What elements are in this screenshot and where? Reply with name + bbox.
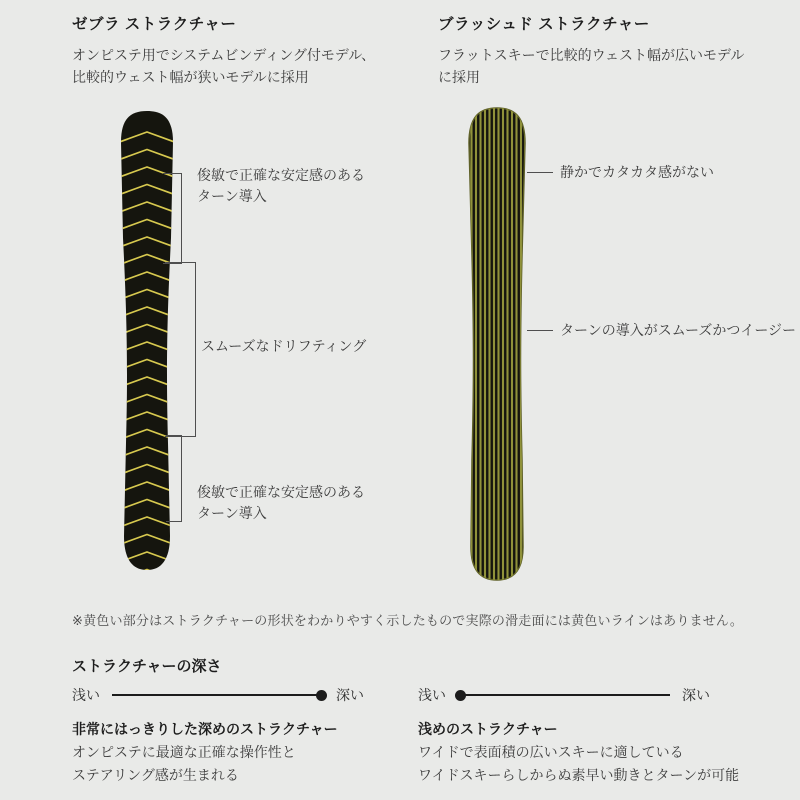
- brushed-description: [438, 44, 768, 88]
- brushed-annotation-middle-label: ターンの導入がスムーズかつイージー: [560, 321, 797, 338]
- brushed-title: ブラッシュド ストラクチャー: [438, 16, 650, 33]
- deep-label: 深い: [682, 687, 710, 703]
- zebra-bracket-middle: [165, 262, 196, 437]
- shallow-label: 浅い: [72, 687, 100, 703]
- shallow-label: 浅い: [418, 687, 446, 703]
- depth-section-title: ストラクチャーの深さ: [72, 658, 222, 675]
- zebra-depth-heading: 非常にはっきりした深めのストラクチャー: [72, 721, 338, 737]
- zebra-depth-indicator-dot: [316, 690, 327, 701]
- zebra-depth-line2: ステアリング感が生まれる: [72, 767, 239, 783]
- connector-line: [527, 330, 553, 331]
- zebra-depth-scale: [72, 685, 364, 705]
- brushed-annotation-top-label: 静かでカタカタ感がない: [560, 163, 714, 180]
- zebra-depth-description: [72, 718, 412, 787]
- brushed-depth-track: [458, 694, 670, 696]
- yellow-line-disclaimer-note: ※黄色い部分はストラクチャーの形状をわかりやすく示したもので実際の滑走面には黄色いラインはありません。: [72, 613, 744, 628]
- brushed-description-line1: フラットスキーで比較的ウェスト幅が広いモデル: [438, 47, 745, 63]
- connector-line: [527, 172, 553, 173]
- zebra-description-line2: 比較的ウェスト幅が狭いモデルに採用: [72, 69, 309, 85]
- brushed-annotation-top: [527, 164, 714, 180]
- brushed-depth-scale: [418, 685, 710, 705]
- zebra-annotation-bottom-line2: ターン導入: [197, 505, 267, 521]
- zebra-header: [72, 12, 412, 88]
- zebra-annotation-top-line2: ターン導入: [197, 188, 267, 204]
- brushed-header: [438, 12, 768, 88]
- zebra-annotation-top: [197, 165, 397, 207]
- zebra-description: [72, 44, 412, 88]
- brushed-depth-line1: ワイドで表面積の広いスキーに適している: [418, 744, 684, 760]
- zebra-description-line1: オンピステ用でシステムビンディング付モデル、: [72, 47, 376, 63]
- brushed-depth-description: [418, 718, 778, 787]
- brushed-ski-illustration: [460, 105, 534, 583]
- brushed-description-line2: に採用: [438, 69, 480, 85]
- zebra-annotation-middle: スムーズなドリフティング: [201, 338, 367, 354]
- zebra-depth-line1: オンピステに最適な正確な操作性と: [72, 744, 296, 760]
- zebra-annotation-top-line1: 俊敏で正確な安定感のある: [197, 167, 365, 183]
- zebra-depth-track: [112, 694, 324, 696]
- brushed-depth-line2: ワイドスキーらしからぬ素早い動きとターンが可能: [418, 767, 740, 783]
- zebra-bracket-top: [163, 173, 182, 264]
- brushed-annotation-middle: [527, 322, 796, 338]
- deep-label: 深い: [336, 687, 364, 703]
- brushed-depth-heading: 浅めのストラクチャー: [418, 721, 558, 737]
- zebra-title: ゼブラ ストラクチャー: [72, 16, 237, 33]
- zebra-annotation-bottom-line1: 俊敏で正確な安定感のある: [197, 484, 365, 500]
- zebra-bracket-bottom: [166, 435, 182, 522]
- zebra-annotation-bottom: [197, 482, 397, 524]
- brushed-depth-indicator-dot: [455, 690, 466, 701]
